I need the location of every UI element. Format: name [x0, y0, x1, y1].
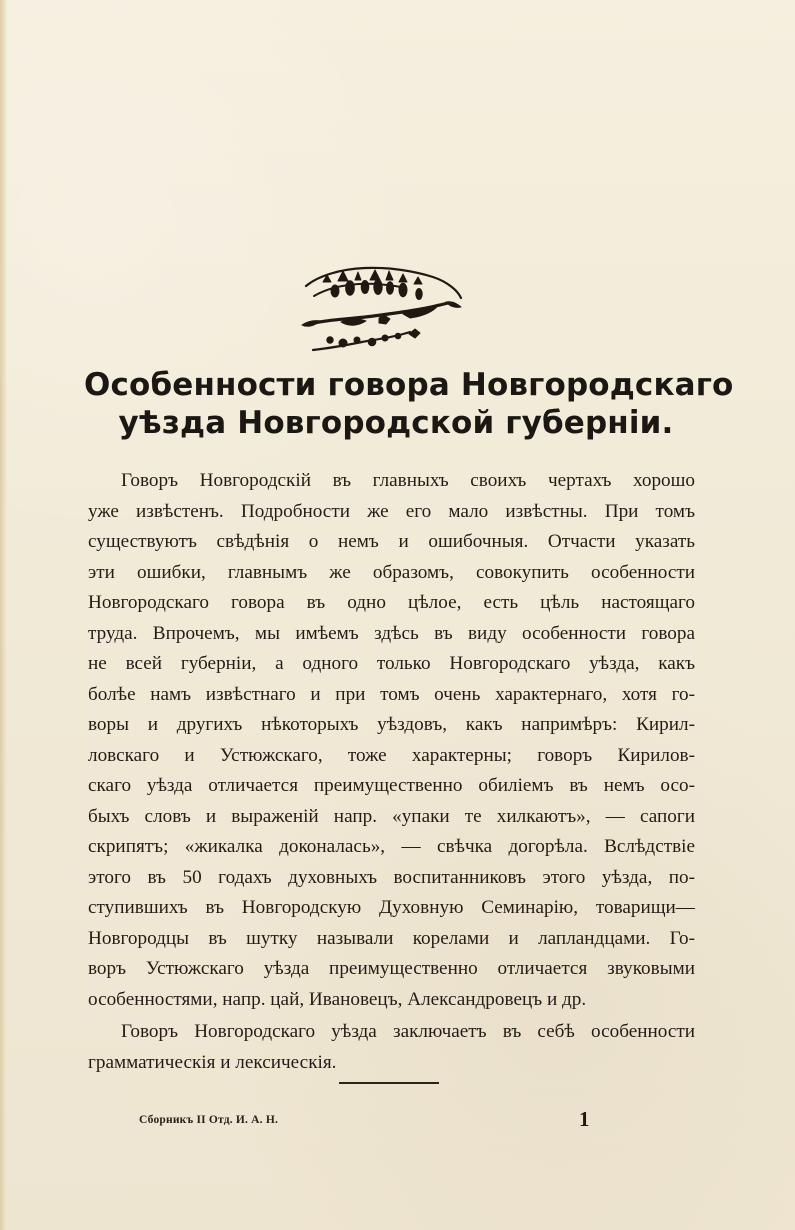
paragraph-line: ловскаго и Устюжскаго, тоже характерны; говоръ Кирилов-	[88, 744, 695, 766]
paragraph-line: скрипятъ; «жикалка доконалась», — свѣчка догорѣла. Вслѣдствіе	[88, 836, 695, 857]
ornament-icon	[288, 258, 478, 363]
article-title-line: Особенности говора Новгородскаго	[84, 367, 734, 403]
paragraph-line: быхъ словъ и выраженій напр. «упаки те хилкаютъ», — сапоги	[88, 805, 695, 827]
paragraph-line: существуютъ свѣдѣнія о немъ и ошибочныя. Отчасти указать	[88, 531, 695, 552]
article-title-line: уѣзда Новгородской губерніи.	[118, 405, 674, 441]
paragraph-line: Говоръ Новгородскій въ главныхъ своихъ чертахъ хорошо	[121, 470, 695, 491]
paragraph-line: труда. Впрочемъ, мы имѣемъ здѣсь въ виду особенности говора	[88, 622, 695, 644]
paragraph-line: болѣе намъ извѣстнаго и при томъ очень характернаго, хотя го-	[88, 683, 695, 705]
paragraph-line: Новгородскаго говора въ одно цѣлое, есть цѣль настоящаго	[88, 592, 695, 613]
article-title	[84, 366, 734, 442]
section-rule	[339, 1082, 439, 1084]
paragraph-line: этого въ 50 годахъ духовныхъ воспитанниковъ этого уѣзда, по-	[88, 866, 695, 888]
paragraph-line: особенностями, напр. цай, Ивановецъ, Александровецъ и др.	[88, 988, 587, 1010]
paragraph-line: ступившихъ въ Новгородскую Духовную Семинарію, товарищи—	[88, 897, 695, 918]
paragraph-line: грамматическія и лексическія.	[88, 1051, 337, 1073]
paragraph-line: Говоръ Новгородскаго уѣзда заключаетъ въ себѣ особенности	[121, 1021, 695, 1042]
footer-source: Сборникъ II Отд. И. А. Н.	[139, 1114, 279, 1126]
article-body	[88, 466, 695, 1078]
page-number: 1	[579, 1107, 590, 1131]
page-edge-shadow	[0, 0, 7, 1230]
paragraph-line: скаго уѣзда отличается преимущественно обиліемъ въ немъ осо-	[88, 775, 695, 796]
paragraph-line: уже извѣстенъ. Подробности же его мало извѣстны. При томъ	[88, 500, 695, 522]
paragraph-line: не всей губерніи, а одного только Новгородскаго уѣзда, какъ	[88, 653, 695, 674]
paragraph-line: воры и другихъ нѣкоторыхъ уѣздовъ, какъ напримѣръ: Кирил-	[88, 714, 695, 735]
paragraph-line: Новгородцы въ шутку называли корелами и лапландцами. Го-	[88, 927, 695, 949]
paragraph-line: эти ошибки, главнымъ же образомъ, совокупить особенности	[88, 561, 695, 583]
paragraph-line: воръ Устюжскаго уѣзда преимущественно отличается звуковыми	[88, 958, 695, 979]
